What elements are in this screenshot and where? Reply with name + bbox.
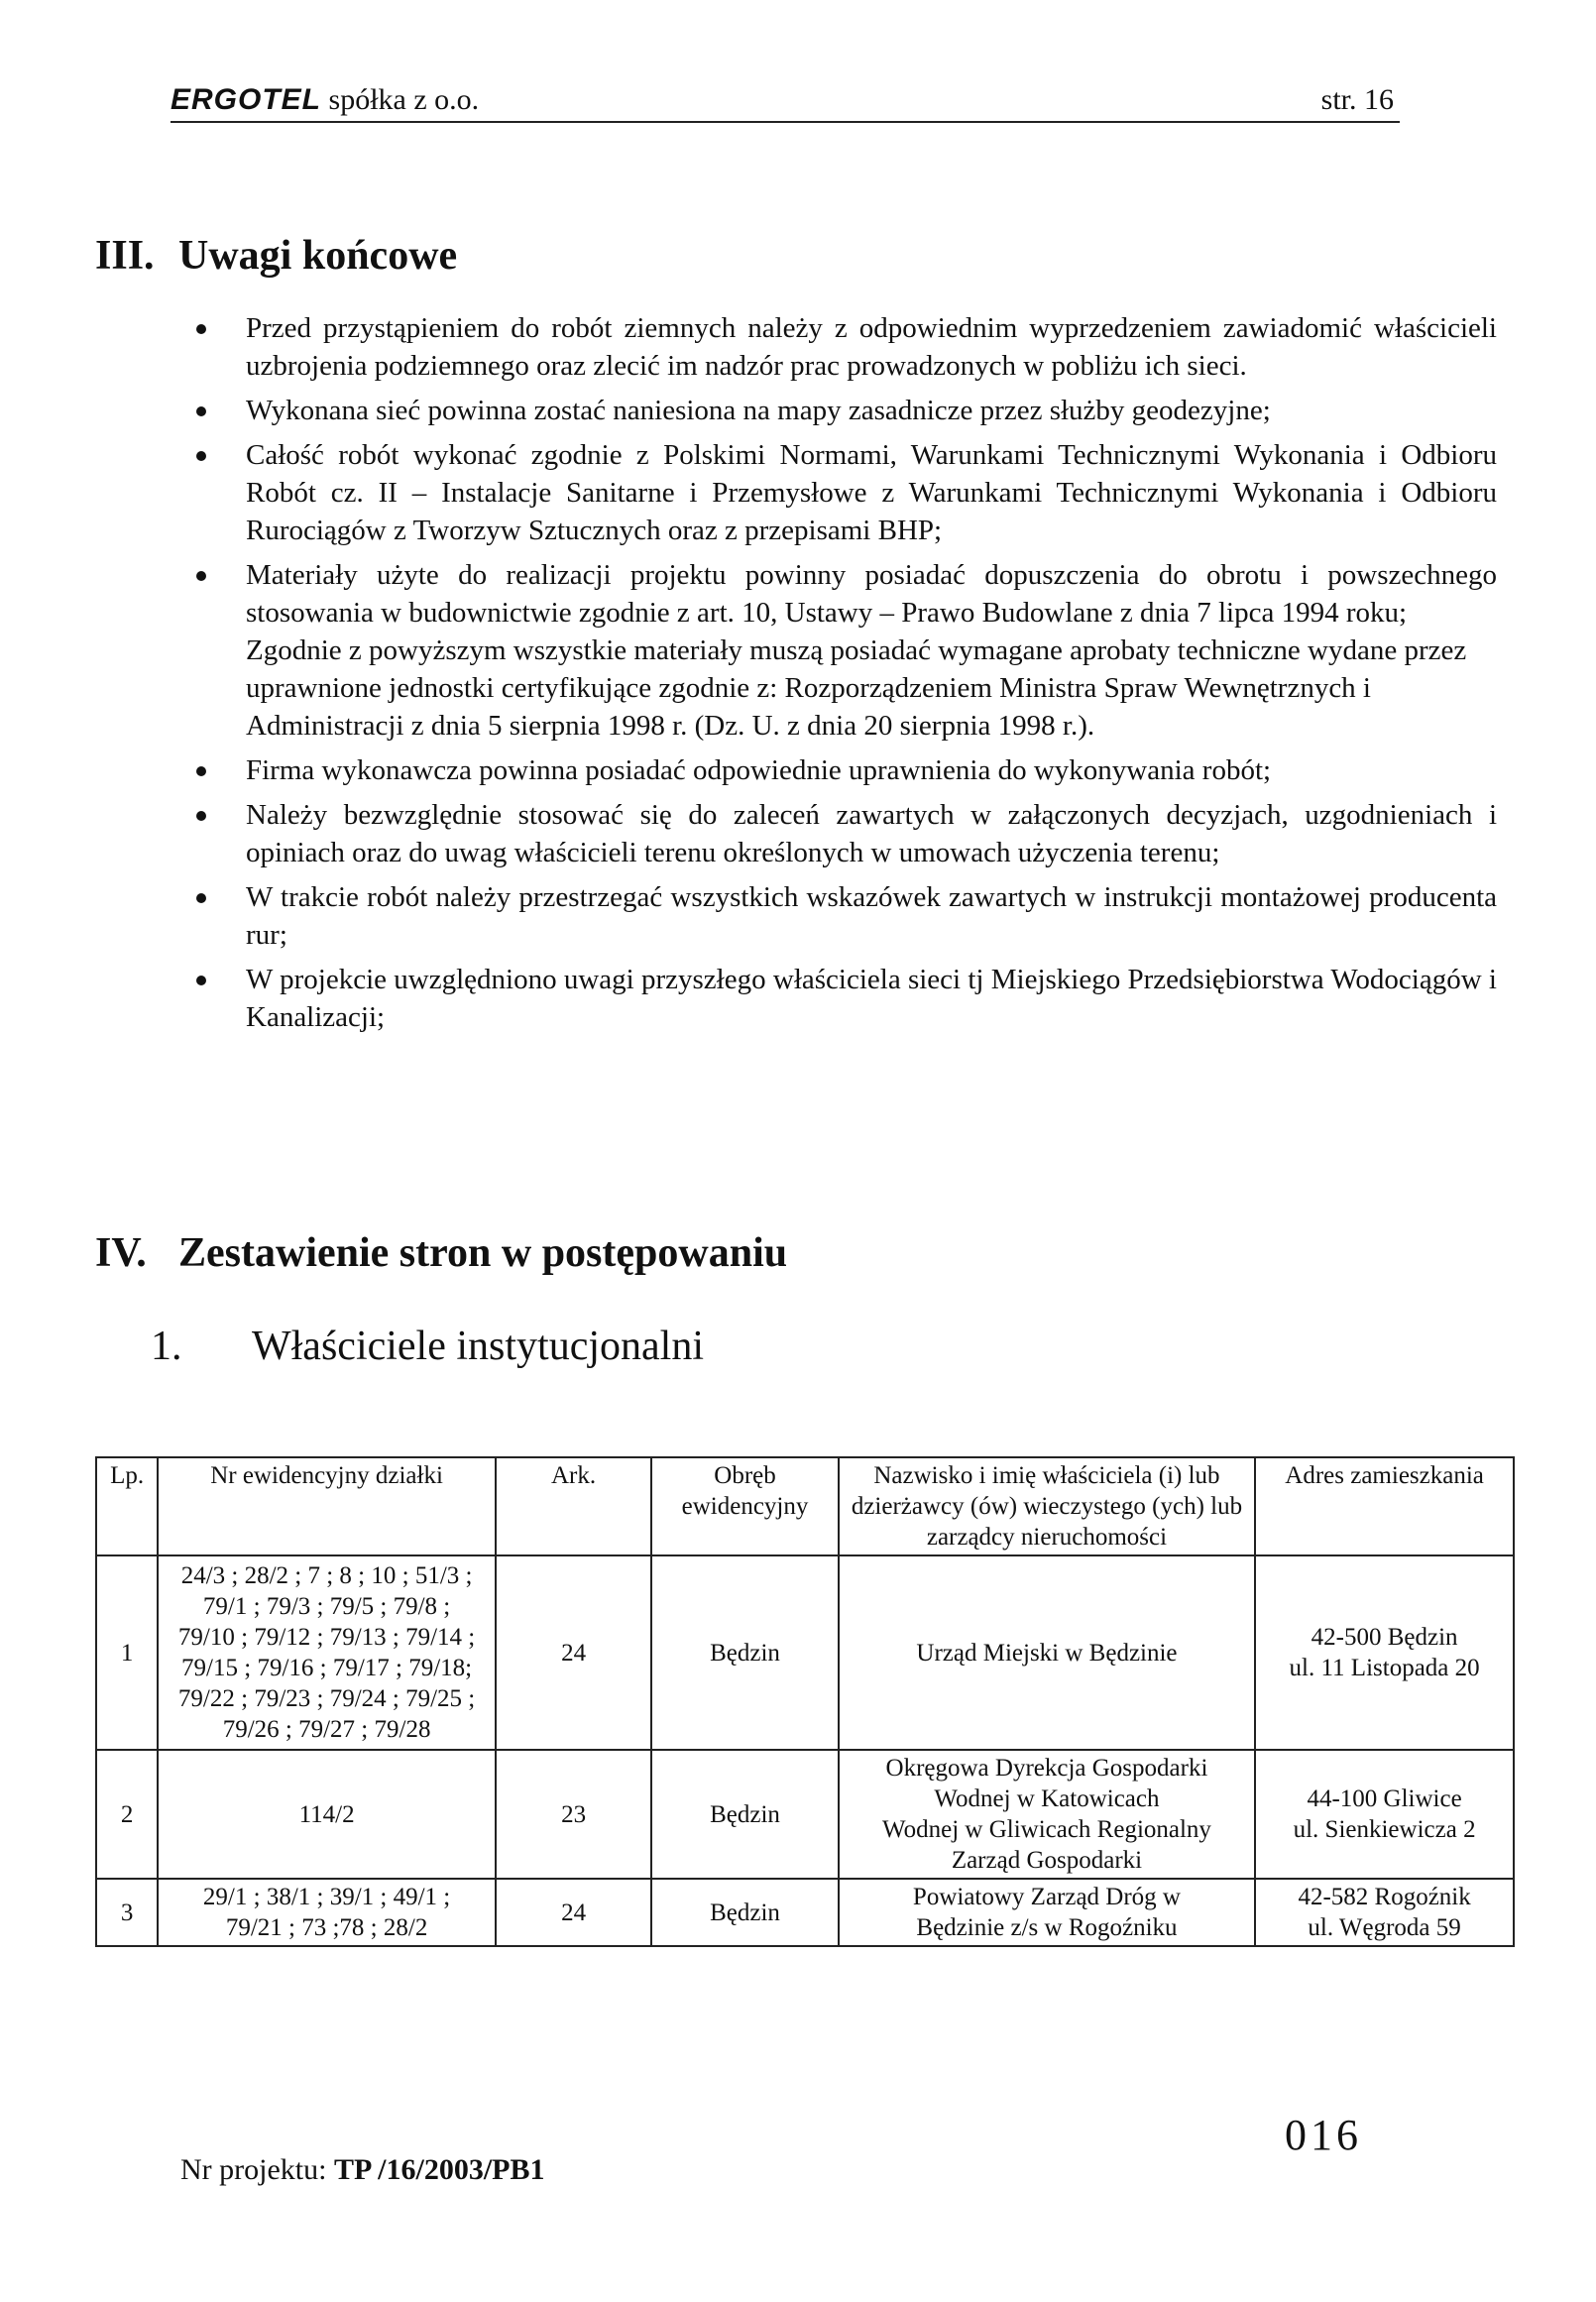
project-number-label: Nr projektu: [180,2153,327,2186]
col-header-sheet: Ark. [496,1457,651,1555]
list-item: Firma wykonawcza powinna posiadać odpowiednie uprawnienia do wykonywania robót; [246,751,1497,789]
section-title: Zestawienie stron w postępowaniu [178,1230,788,1276]
project-number [180,2153,545,2187]
list-item: Wykonana sieć powinna zostać naniesiona na mapy zasadnicze przez służby geodezyjne; [246,392,1497,429]
list-item: Całość robót wykonać zgodnie z Polskimi Normami, Warunkami Technicznymi Wykonania i Odbioru Robót cz. II – Instalacje Sanitarne i Przemysłowe z Warunkami Technicznymi Wykonania i Odbioru Rurociągów z Tworzyw Sztucznych oraz z przepisami BHP; [246,436,1497,549]
cell-parcel-line: 79/1 ; 79/3 ; 79/5 ; 79/8 ; [202,1593,451,1620]
owners-table [95,1456,1515,1947]
cell-lp: 2 [96,1750,158,1879]
cell-parcel-line: 79/15 ; 79/16 ; 79/17 ; 79/18; [181,1655,473,1681]
cell-address-line: ul. Węgroda 59 [1308,1914,1461,1941]
cell-parcel-line: 79/22 ; 79/23 ; 79/24 ; 79/25 ; [177,1685,476,1712]
cell-sheet: 24 [496,1879,651,1946]
cell-address [1255,1750,1514,1879]
remarks-list [246,309,1497,1043]
cell-parcel [158,1879,496,1946]
list-item-continuation: Zgodnie z powyższym wszystkie materiały muszą posiadać wymagane aprobaty techniczne wydane przez uprawnione jednostki certyfikujące zgodnie z: Rozporządzeniem Ministra Spraw Wewnętrznych i Administracji z dnia 5 sierpnia 1998 r. (Dz. U. z dnia 20 sierpnia 1998 r.). [246,634,1467,742]
cell-address-line: 42-500 Będzin [1311,1624,1458,1651]
table-row [96,1555,1514,1750]
cell-parcel [158,1555,496,1750]
cell-sheet: 23 [496,1750,651,1879]
col-header-address: Adres zamieszkania [1255,1457,1514,1555]
cell-lp: 3 [96,1879,158,1946]
list-item: Przed przystąpieniem do robót ziemnych należy z odpowiednim wyprzedzeniem zawiadomić właścicieli uzbrojenia podziemnego oraz zlecić im nadzór prac prowadzonych w pobliżu ich sieci. [246,309,1497,385]
cell-parcel [158,1750,496,1879]
project-number-code: TP /16/2003/PB1 [333,2153,545,2186]
subsection-title: Właściciele instytucjonalni [252,1324,705,1369]
cell-address-line: ul. 11 Listopada 20 [1289,1655,1480,1681]
list-item: Materiały użyte do realizacji projektu powinny posiadać dopuszczenia do obrotu i powszechnego stosowania w budownictwie zgodnie z art. 10, Ustawy – Prawo Budowlane z dnia 7 lipca 1994 roku; Zgodnie z powyższym wszystkie materiały muszą posiadać wymagane aprobaty techniczne wydane przez uprawnione jednostki certyfikujące zgodnie z: Rozporządzeniem Ministra Spraw Wewnętrznych i Administracji z dnia 5 sierpnia 1998 r. (Dz. U. z dnia 20 sierpnia 1998 r.). [246,556,1497,745]
subsection-number: 1. [151,1324,182,1369]
cell-owner-line: Powiatowy Zarząd Dróg w [912,1884,1181,1910]
cell-precinct: Będzin [651,1555,838,1750]
section-heading-3 [95,232,457,280]
cell-lp: 1 [96,1555,158,1750]
cell-parcel-line: 79/21 ; 73 ;78 ; 28/2 [225,1914,428,1941]
cell-address-line: ul. Sienkiewicza 2 [1293,1816,1476,1843]
table-row [96,1879,1514,1946]
cell-owner-line: Urząd Miejski w Będzinie [916,1639,1178,1667]
cell-parcel-line: 79/10 ; 79/12 ; 79/13 ; 79/14 ; [177,1624,476,1651]
company-name [171,83,479,117]
cell-owner-line: Wodnej w Gliwicach Regionalny [882,1816,1211,1843]
section-title: Uwagi końcowe [178,233,458,279]
list-item: W trakcie robót należy przestrzegać wszystkich wskazówek zawartych w instrukcji montażowej producenta rur; [246,878,1497,954]
section-heading-4 [95,1229,787,1277]
cell-owner [839,1750,1255,1879]
page-header [171,77,1400,123]
section-number: IV. [95,1230,147,1276]
table-header-row [96,1457,1514,1555]
cell-sheet: 24 [496,1555,651,1750]
table-row [96,1750,1514,1879]
cell-address-line: 44-100 Gliwice [1307,1785,1462,1812]
cell-owner [839,1879,1255,1946]
cell-owner [839,1555,1255,1750]
cell-precinct: Będzin [651,1879,838,1946]
col-header-parcel: Nr ewidencyjny działki [158,1457,496,1555]
list-item: W projekcie uwzględniono uwagi przyszłego właściciela sieci tj Miejskiego Przedsiębiorstwa Wodociągów i Kanalizacji; [246,961,1497,1036]
cell-parcel-line: 79/26 ; 79/27 ; 79/28 [222,1716,431,1743]
cell-owner-line: Zarząd Gospodarki [951,1847,1143,1874]
cell-owner-line: Będzinie z/s w Rogoźniku [916,1914,1178,1941]
col-header-lp: Lp. [96,1457,158,1555]
company-suffix: spółka z o.o. [328,83,480,116]
cell-parcel-line: 29/1 ; 38/1 ; 39/1 ; 49/1 ; [202,1884,451,1910]
list-item: Należy bezwzględnie stosować się do zaleceń zawartych w załączonych decyzjach, uzgodnieniach i opiniach oraz do uwag właścicieli terenu określonych w umowach użyczenia terenu; [246,796,1497,871]
page-number: str. 16 [1320,83,1394,116]
brand-logo: ERGOTEL [171,83,322,116]
cell-precinct: Będzin [651,1750,838,1879]
col-header-owner: Nazwisko i imię właściciela (i) lub dzierżawcy (ów) wieczystego (ych) lub zarządcy nieruchomości [839,1457,1255,1555]
cell-address [1255,1879,1514,1946]
cell-owner-line: Okręgowa Dyrekcja Gospodarki [885,1755,1208,1782]
subsection-heading [151,1323,704,1370]
cell-parcel-line: 24/3 ; 28/2 ; 7 ; 8 ; 10 ; 51/3 ; [180,1562,473,1589]
col-header-precinct: Obręb ewidencyjny [651,1457,838,1555]
page-stamp: 016 [1285,2111,1362,2159]
cell-address [1255,1555,1514,1750]
cell-address-line: 42-582 Rogoźnik [1298,1884,1471,1910]
section-number: III. [95,233,155,279]
cell-parcel-line: 114/2 [298,1800,355,1828]
cell-owner-line: Wodnej w Katowicach [934,1785,1160,1812]
